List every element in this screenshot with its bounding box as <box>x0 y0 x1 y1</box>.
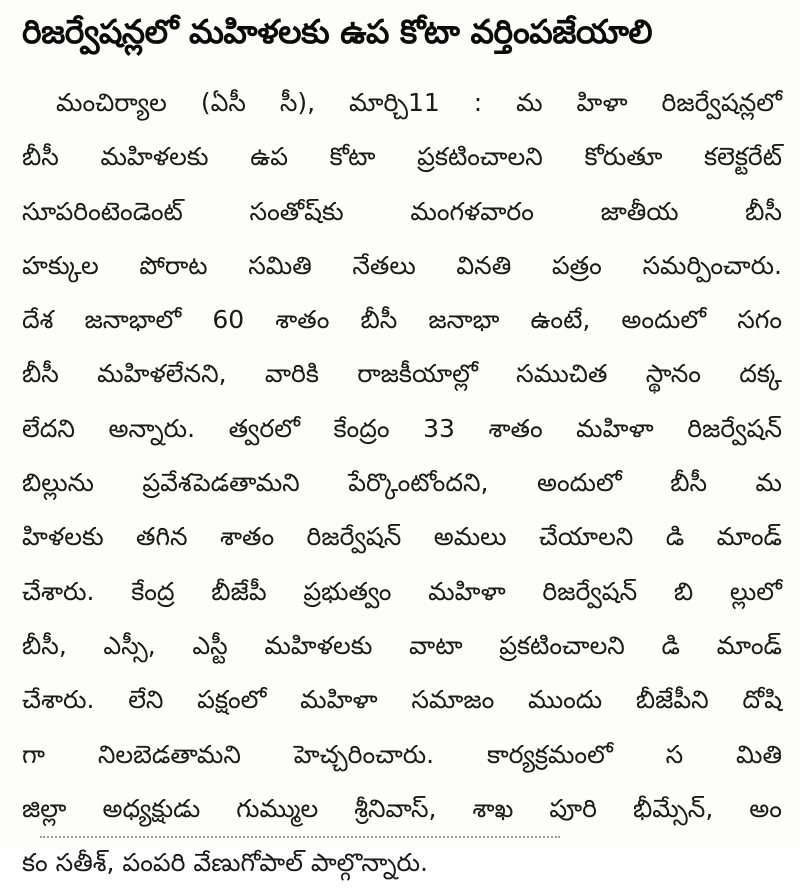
article-line: లేదని అన్నారు. త్వరలో కేంద్రం 33 శాతం మహిళా రిజర్వేషన్ <box>22 413 782 443</box>
article-line: బీసీ మహిళలేనని, వారికి రాజకీయాల్లో సముచిత స్థానం దక్క <box>22 359 782 389</box>
article-line: సూపరింటెండెంట్ సంతోష్‌కు మంగళవారం జాతీయ బీసీ <box>22 196 782 226</box>
article-line: మంచిర్యాల (ఏసీ సీ), మార్చి11 : మ హిళా రిజర్వేషన్లలో <box>56 88 782 117</box>
cut-edge-divider <box>40 836 560 840</box>
article-line: బీసీ, ఎస్సీ, ఎస్టీ మహిళలకు వాటా ప్రకటించాలని డి మాండ్ <box>22 630 782 660</box>
article-line: చేశారు. కేంద్ర బీజేపీ ప్రభుత్వం మహిళా రిజర్వేషన్ బి ల్లులో <box>22 576 782 606</box>
article-body <box>22 76 782 890</box>
headline: రిజర్వేషన్లలో మహిళలకు ఉప కోటా వర్తింపజేయాలి <box>22 12 653 51</box>
article-line: చేశారు. లేని పక్షంలో మహిళా సమాజం ముందు బీజేపీని దోషి <box>22 685 782 715</box>
article-line: దేశ జనాభాలో 60 శాతం బీసీ జనాభా ఉంటే, అందులో సగం <box>22 305 782 335</box>
article-line: బిల్లును ప్రవేశపెడతామని పేర్కొంటోందని, అందులో బీసీ మ <box>22 468 782 498</box>
article-line: కం సతీశ్, పంపరి వేణుగోపాల్ పాల్గొన్నారు. <box>22 848 428 878</box>
article-line: గా నిలబెడతామని హెచ్చరించారు. కార్యక్రమంలో స మితి <box>22 739 782 769</box>
article-line: జిల్లా అధ్యక్షుడు గుమ్ముల శ్రీనివాస్, శాఖ పూరి భీమ్సేన్, అం <box>22 793 782 823</box>
article-line: హక్కుల పోరాట సమితి నేతలు వినతి పత్రం సమర్పించారు. <box>22 250 782 280</box>
article-line: బీసీ మహిళలకు ఉప కోటా ప్రకటించాలని కోరుతూ కలెక్టరేట్ <box>22 142 782 172</box>
article-line: హిళలకు తగిన శాతం రిజర్వేషన్ అమలు చేయాలని డి మాండ్ <box>22 522 782 552</box>
